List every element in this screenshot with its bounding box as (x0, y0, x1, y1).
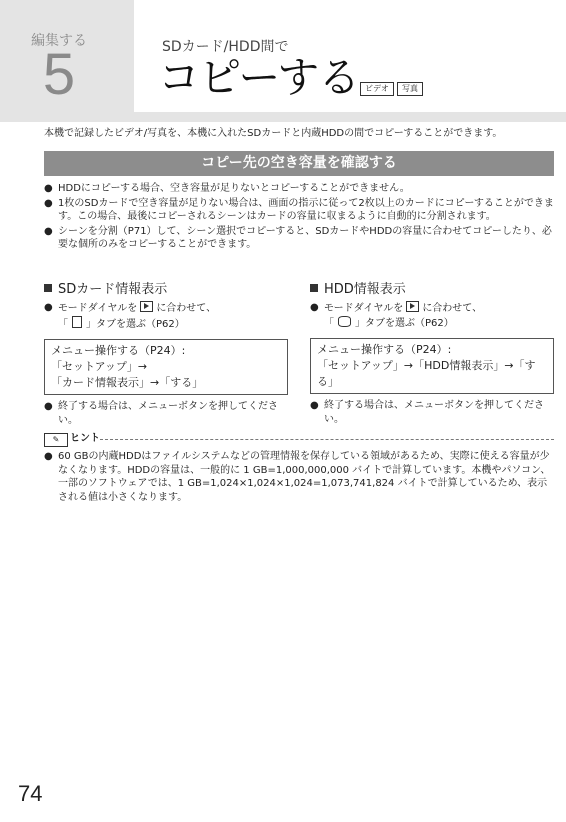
menu-line: 「セットアップ」→ (51, 360, 148, 373)
step-item (44, 400, 288, 427)
square-bullet-icon (310, 284, 318, 292)
bullet-text: シーンを分割（P71）して、シーン選択でコピーすると、SDカードやHDDの容量に合わせてコピーしたり、必要な個所のみをコピーすることができます。 (58, 225, 552, 250)
playback-mode-icon (406, 301, 419, 312)
menu-line: 「セットアップ」→「HDD情報表示」→「する」 (317, 359, 536, 388)
bullet-icon: ● (44, 197, 53, 209)
playback-mode-icon (140, 301, 153, 312)
bullet-icon: ● (44, 401, 53, 412)
photo-tag: 写真 (397, 82, 423, 96)
menu-instruction-box (44, 339, 288, 395)
intro-text: 本機で記録したビデオ/写真を、本機に入れたSDカードと内蔵HDDの間でコピーすることができます。 (44, 128, 503, 139)
column-heading-text: HDD情報表示 (324, 282, 406, 297)
step-item (44, 301, 288, 316)
page-number: 74 (18, 781, 43, 806)
hint-label: ヒント (70, 433, 100, 444)
list-item (44, 450, 556, 504)
list-item (44, 225, 556, 252)
menu-line: メニュー操作する（P24）: (317, 343, 452, 356)
step-text: 「 (324, 317, 334, 329)
chapter-label: 編集する (31, 33, 87, 49)
bullet-list (44, 182, 556, 253)
step-text: 「 (58, 318, 68, 330)
step-text: モードダイヤルを (58, 303, 138, 314)
bullet-icon: ● (44, 302, 53, 313)
sd-card-icon (72, 316, 82, 328)
step-line (310, 316, 554, 331)
bullet-icon: ● (310, 400, 319, 411)
list-item (44, 182, 556, 196)
square-bullet-icon (44, 284, 52, 292)
column-heading (44, 281, 288, 299)
page-subtitle: SDカード/HDD間で (162, 39, 289, 55)
list-item (44, 197, 556, 224)
step-text: に合わせて、 (156, 303, 217, 314)
hdd-icon (338, 316, 351, 327)
step-text: 」タブを選ぶ（P62） (355, 317, 454, 329)
step-item (310, 399, 554, 426)
column-heading-text: SDカード情報表示 (58, 282, 168, 297)
menu-line: メニュー操作する（P24）: (51, 344, 186, 357)
section-heading: コピー先の空き容量を確認する (44, 151, 554, 176)
hint-text: 60 GBの内蔵HDDはファイルシステムなどの管理情報を保存している領域があるため、実際に使える容量が少なくなります。HDDの容量は、一般的に 1 GB=1,000,000,000 バイトで計算しています。本機やパソコン、一部のソフトウェアでは、1 GB=1,024×1,024×1,024=1,073,741,824 バイトで計算しているため、表示される値は小さくなります。 (58, 451, 551, 503)
hint-body (44, 450, 556, 505)
step-line (44, 316, 288, 332)
bullet-icon: ● (44, 183, 53, 194)
step-text: 終了する場合は、メニューボタンを押してください。 (324, 400, 544, 425)
bullet-icon: ● (44, 225, 53, 237)
hint-divider (100, 439, 554, 440)
bullet-text: HDDにコピーする場合、空き容量が足りないとコピーすることができません。 (58, 183, 410, 194)
sd-card-info-column (44, 281, 288, 427)
bullet-icon: ● (44, 451, 53, 462)
step-text: 終了する場合は、メニューボタンを押してください。 (58, 401, 278, 426)
step-text: モードダイヤルを (324, 303, 404, 314)
bullet-text: 1枚のSDカードで空き容量が足りない場合は、画面の指示に従って2枚以上のカードにコピーすることができます。この場合、最後にコピーされるシーンはカードの容量に収まるように自動的に分割されます。 (58, 197, 554, 222)
step-text: に合わせて、 (422, 303, 483, 314)
bullet-icon: ● (310, 302, 319, 313)
menu-instruction-box (310, 338, 554, 394)
chapter-number: 5 (42, 42, 76, 107)
step-text: 」タブを選ぶ（P62） (86, 318, 185, 330)
video-tag: ビデオ (360, 82, 394, 96)
header-rule (0, 112, 566, 122)
menu-line: 「カード情報表示」→「する」 (51, 376, 204, 389)
step-item (310, 301, 554, 316)
column-heading (310, 281, 554, 299)
hint-icon: ✎ (44, 433, 68, 447)
hdd-info-column (310, 281, 554, 426)
page-title: コピーする (158, 53, 360, 102)
